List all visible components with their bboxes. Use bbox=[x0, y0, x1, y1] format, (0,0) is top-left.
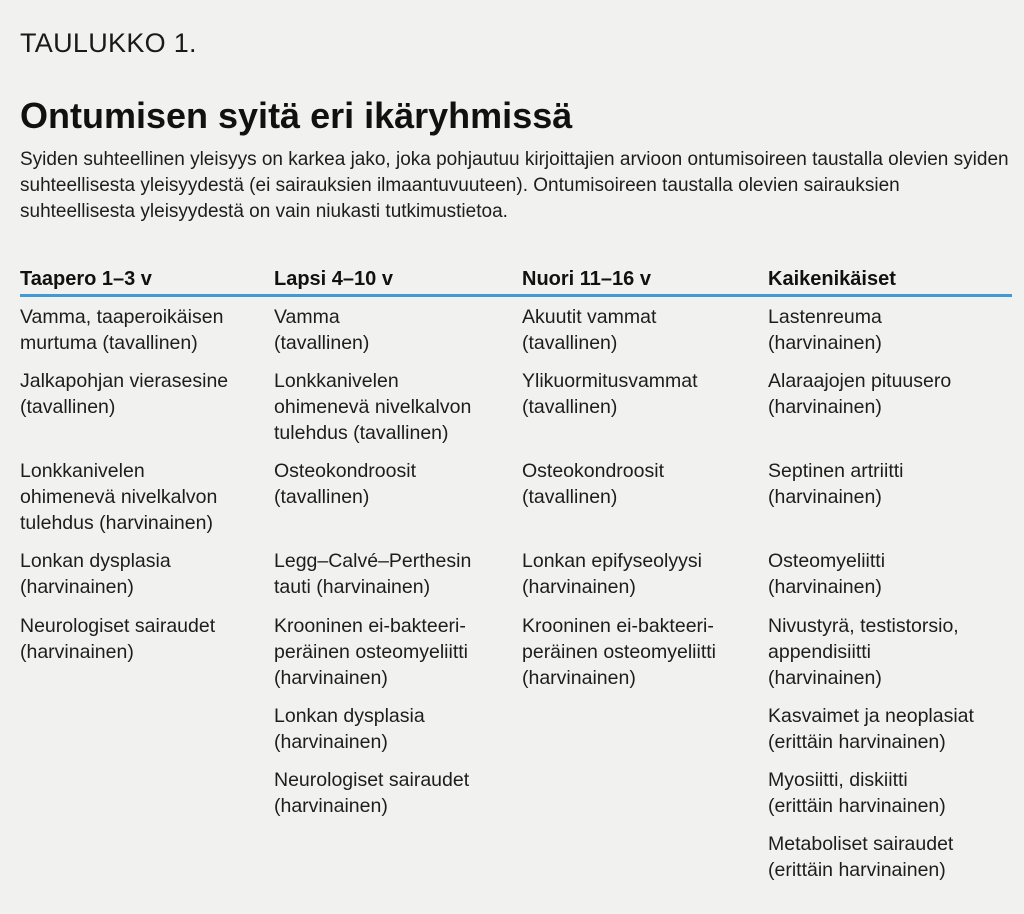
table-cell: Myosiitti, diskiitti (erittäin harvinainen) bbox=[768, 769, 946, 817]
table-label: TAULUKKO 1. bbox=[20, 28, 197, 58]
column-header-all-ages: Kaikenikäiset bbox=[768, 268, 896, 290]
table-cell: Lonkkanivelen ohimenevä nivelkalvon tulehdus (tavallinen) bbox=[274, 370, 472, 444]
table-cell: Nivustyrä, testistorsio, appendisiitti (harvinainen) bbox=[768, 615, 959, 689]
table-cell: Lonkan dysplasia (harvinainen) bbox=[274, 705, 425, 753]
column-header-toddler: Taapero 1–3 v bbox=[20, 268, 152, 290]
table-intro: Syiden suhteellinen yleisyys on karkea jako, joka pohjautuu kirjoittajien arvioon ontumisoireen taustalla olevien syiden suhteellisesta yleisyydestä (ei sairauksien ilmaantuvuuteen). Ontumisoireen taustalla olevien sairauksien suhteellisesta yleisyydestä on vain niukasti tutkimustietoa. bbox=[20, 149, 1009, 222]
table-cell: Ylikuormitusvammat (tavallinen) bbox=[522, 370, 698, 418]
table-title: Ontumisen syitä eri ikäryhmissä bbox=[20, 95, 573, 136]
table-cell: Metaboliset sairaudet (erittäin harvinainen) bbox=[768, 833, 954, 881]
table-cell: Alaraajojen pituusero (harvinainen) bbox=[768, 370, 952, 418]
table-cell: Septinen artriitti (harvinainen) bbox=[768, 460, 904, 508]
table-cell: Osteokondroosit (tavallinen) bbox=[274, 460, 416, 508]
table-cell: Legg–Calvé–Perthesin tauti (harvinainen) bbox=[274, 550, 472, 598]
table-cell: Jalkapohjan vierasesine (tavallinen) bbox=[20, 370, 229, 418]
header-divider bbox=[20, 294, 1012, 297]
table-cell: Lonkan epifyseolyysi (harvinainen) bbox=[522, 550, 702, 598]
table-cell: Neurologiset sairaudet (harvinainen) bbox=[20, 615, 216, 663]
column-header-youth: Nuori 11–16 v bbox=[522, 268, 651, 290]
table-cell: Vamma (tavallinen) bbox=[274, 306, 370, 354]
table-cell: Vamma, taaperoikäisen murtuma (tavallinen) bbox=[20, 306, 224, 354]
table-cell: Krooninen ei-bakteeri- peräinen osteomyeliitti (harvinainen) bbox=[522, 615, 717, 689]
table-cell: Akuutit vammat (tavallinen) bbox=[522, 306, 657, 354]
table-cell: Lonkkanivelen ohimenevä nivelkalvon tulehdus (harvinainen) bbox=[20, 460, 218, 534]
table-cell: Krooninen ei-bakteeri- peräinen osteomyeliitti (harvinainen) bbox=[274, 615, 469, 689]
table-cell: Osteokondroosit (tavallinen) bbox=[522, 460, 664, 508]
table-cell: Kasvaimet ja neoplasiat (erittäin harvinainen) bbox=[768, 705, 974, 753]
table-cell: Osteomyeliitti (harvinainen) bbox=[768, 550, 886, 598]
table-cell: Neurologiset sairaudet (harvinainen) bbox=[274, 769, 470, 817]
table-cell: Lastenreuma (harvinainen) bbox=[768, 306, 882, 354]
table-cell: Lonkan dysplasia (harvinainen) bbox=[20, 550, 171, 598]
column-header-child: Lapsi 4–10 v bbox=[274, 268, 393, 290]
